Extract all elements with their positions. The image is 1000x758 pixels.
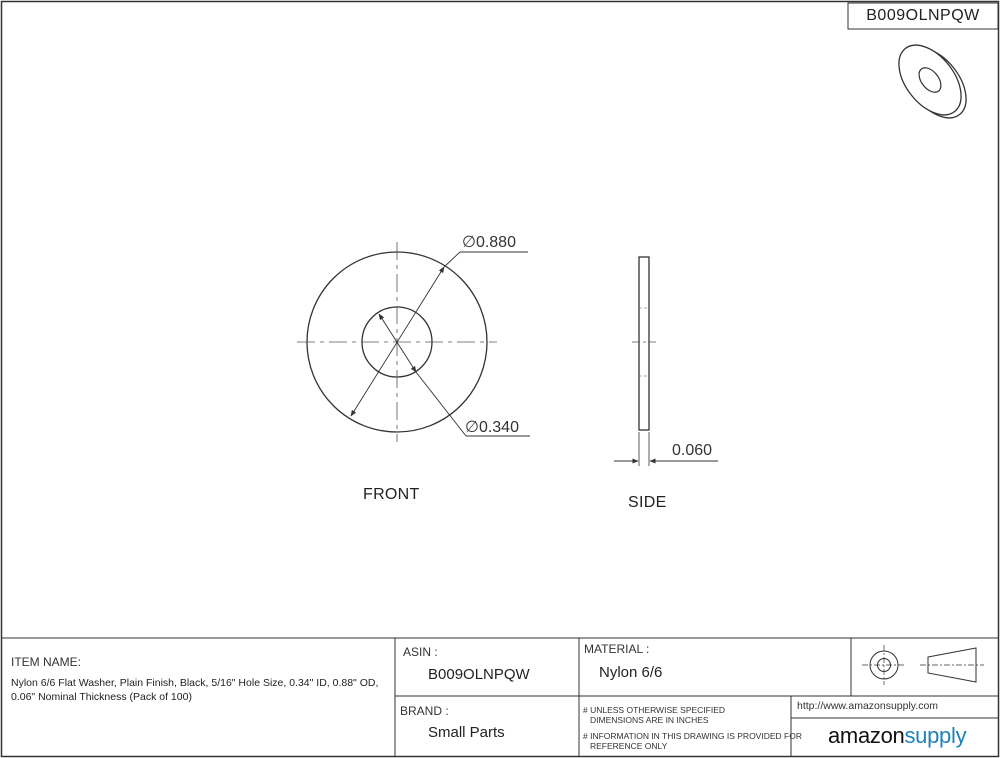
- side-view: [614, 257, 718, 466]
- thickness-dimension-label: 0.060: [672, 442, 713, 459]
- od-dimension-label: ∅0.880: [462, 234, 516, 251]
- od-dimension-line: [351, 267, 444, 416]
- id-dimension-line: [379, 314, 416, 372]
- note-reference: # INFORMATION IN THIS DRAWING IS PROVIDED FOR REFERENCE ONLY: [583, 731, 802, 751]
- side-profile: [639, 257, 649, 430]
- sheet-border: [2, 2, 999, 757]
- brand-label: BRAND :: [400, 704, 449, 718]
- item-name: Nylon 6/6 Flat Washer, Plain Finish, Black, 5/16" Hole Size, 0.34" ID, 0.88" OD, 0.06" Nominal Thickness (Pack of 100): [11, 677, 379, 703]
- front-view: [297, 242, 530, 442]
- brand-value: Small Parts: [428, 724, 505, 741]
- side-view-label: SIDE: [628, 494, 667, 511]
- front-view-label: FRONT: [363, 486, 420, 503]
- material-label: MATERIAL :: [584, 642, 650, 656]
- part-number: B009OLNPQW: [866, 7, 980, 24]
- material-value: Nylon 6/6: [599, 664, 663, 681]
- projection-symbol-icon: [862, 645, 984, 685]
- id-dimension-label: ∅0.340: [465, 419, 519, 436]
- isometric-washer-icon: [886, 34, 978, 130]
- note-units: # UNLESS OTHERWISE SPECIFIED DIMENSIONS ARE IN INCHES: [583, 705, 726, 725]
- website-link[interactable]: http://www.amazonsupply.com: [797, 700, 939, 712]
- asin-label: ASIN :: [403, 645, 438, 659]
- asin-value: B009OLNPQW: [428, 666, 530, 683]
- amazonsupply-logo: amazonsupply: [828, 723, 967, 748]
- item-name-label: ITEM NAME:: [11, 655, 82, 669]
- diameter-symbol-icon: ∅: [462, 234, 476, 251]
- diameter-symbol-icon: ∅: [465, 419, 479, 436]
